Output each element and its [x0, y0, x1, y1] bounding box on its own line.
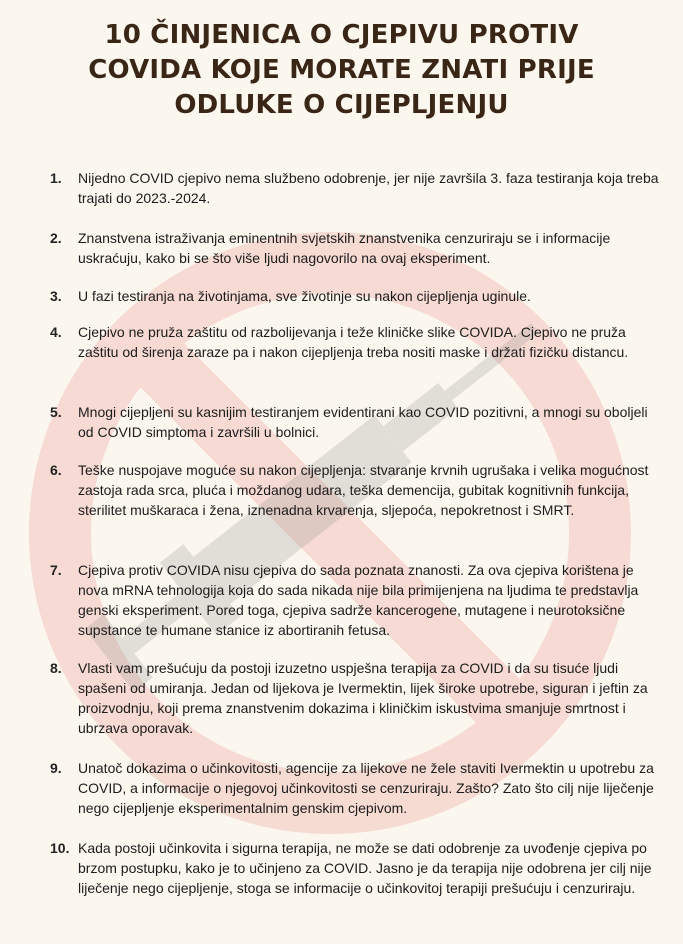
fact-number: 1.	[50, 170, 62, 186]
fact-text: U fazi testiranja na životinjama, sve životinje su nakon cijepljenja uginule.	[78, 288, 531, 304]
fact-number: 2.	[50, 230, 62, 246]
fact-text: Znanstvena istraživanja eminentnih svjetskih znanstvenika cenzuriraju se i informacije uskraćuju, kako bi se što više ljudi nagovorilo na ovaj eksperiment.	[78, 230, 611, 266]
fact-number: 4.	[50, 324, 62, 340]
fact-text: Cjepiva protiv COVIDA nisu cjepiva do sada poznata znanosti. Za ova cjepiva korištena je nova mRNA tehnologija koja do sada nikada nije bila primijenjena na ljudima te predstavlja genski eksperiment. Pored toga, cjepiva sadrže kancerogene, mutagene i neurotoksične supstance te humane stanice iz abortiranih fetusa.	[78, 562, 639, 638]
fact-number: 8.	[50, 660, 62, 676]
fact-text: Cjepivo ne pruža zaštitu od razbolijevanja i teže kliničke slike COVIDA. Cjepivo ne pruža zaštitu od širenja zaraze pa i nakon cijepljenja treba nositi maske i držati fizičku distancu.	[78, 324, 629, 360]
document	[0, 18, 683, 896]
fact-text: Nijedno COVID cjepivo nema službeno odobrenje, jer nije završila 3. faza testiranja koja treba trajati do 2023.-2024.	[78, 170, 659, 206]
fact-number: 5.	[50, 404, 62, 420]
page-title	[0, 18, 683, 123]
fact-text: Mnogi cijepljeni su kasnijim testiranjem evidentirani kao COVID pozitivni, a mnogi su oboljeli od COVID simptoma i završili u bolnici.	[78, 404, 648, 440]
fact-text: Teške nuspojave moguće su nakon cijepljenja: stvaranje krvnih ugrušaka i velika mogućnost zastoja rada srca, pluća i moždanog udara, teška demencija, gubitak kognitivnih funkcija, sterilitet muškaraca i žena, iznenadna krvarenja, sljepoća, nepokretnost i SMRT.	[78, 462, 649, 518]
title-line-1: 10 ČINJENICA O CJEPIVU PROTIV	[104, 20, 579, 50]
fact-text: Kada postoji učinkovita i sigurna terapija, ne može se dati odobrenje za uvođenje cjepiva po brzom postupku, kako je to učinjeno za COVID. Jasno je da terapija nije odobrena jer cilj nije liječenje nego cijepljenje, stoga se informacije o učinkovitoj terapiji prešućuju i cenzuriraju.	[78, 840, 652, 896]
fact-number: 7.	[50, 562, 62, 578]
fact-text: Unatoč dokazima o učinkovitosti, agencije za lijekove ne žele staviti Ivermektin u upotrebu za COVID, a informacije o njegovoj učinkovitosti se cenzuriraju. Zašto? Zato što cilj nije liječenje nego cijepljenje eksperimentalnim genskim cjepivom.	[78, 760, 654, 816]
fact-number: 9.	[50, 760, 62, 776]
fact-text: Vlasti vam prešućuju da postoji izuzetno uspješna terapija za COVID i da su tisuće ljudi spašeni od umiranja. Jedan od lijekova je Ivermektin, lijek široke upotrebe, siguran i jeftin za proizvodnju, koji prema znanstvenim dokazima i kliničkim iskustvima smanjuje smrtnost i ubrzava oporavak.	[78, 660, 648, 736]
title-line-3: ODLUKE O CIJEPLJENJU	[174, 90, 509, 120]
fact-number: 6.	[50, 462, 62, 478]
fact-number: 10.	[50, 840, 70, 856]
fact-number: 3.	[50, 288, 62, 304]
title-line-2: COVIDA KOJE MORATE ZNATI PRIJE	[88, 55, 595, 85]
